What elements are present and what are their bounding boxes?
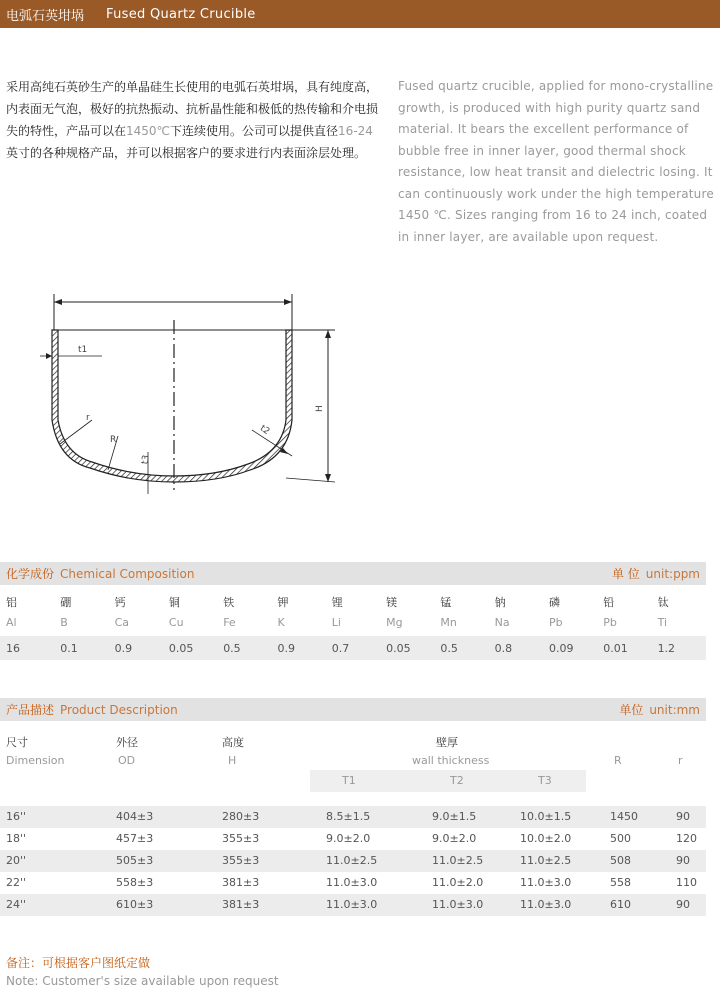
chem-value: 0.8 <box>494 641 513 655</box>
table-row <box>0 806 706 828</box>
chem-title-cn: 化学成份 <box>6 567 55 581</box>
cell-od: 610±3 <box>116 898 154 911</box>
header-t3: T3 <box>538 774 552 787</box>
header-R: R <box>614 754 622 767</box>
cell-t1: 11.0±3.0 <box>326 876 378 889</box>
cell-t1: 9.0±2.0 <box>326 832 371 845</box>
chem-element: 硼 <box>60 596 72 609</box>
chem-unit-cn: 单 位 <box>611 567 640 581</box>
intro-english: Fused quartz crucible, applied for mono-crystalline growth, is produced with high purity quartz sand material. It bears the excellent performance of bubble free in inner layer, good thermal shock resistance, low heat transit and dielectric losing. It can continuously work under the high temperature 1450 ℃. Sizes ranging from 16 to 24 inch, coated in inner layer, are available upon request. <box>398 79 714 244</box>
chem-symbol: Cu <box>168 615 184 629</box>
chem-section-bar <box>0 562 706 585</box>
chem-value: 1.2 <box>657 641 676 655</box>
chem-value: 0.01 <box>603 641 628 655</box>
chem-element: 钛 <box>657 596 669 609</box>
header-bar <box>0 0 720 28</box>
crucible-diagram <box>30 290 350 500</box>
table-row <box>0 828 706 850</box>
chem-value: 0.05 <box>168 641 194 655</box>
chem-symbol: Pb <box>603 615 617 629</box>
cell-size: 20'' <box>6 854 27 867</box>
chem-value: 0.5 <box>440 641 458 655</box>
product-title-en: Product Description <box>60 703 178 717</box>
note-en: Note: Customer's size available upon request <box>6 974 279 988</box>
cell-h: 355±3 <box>222 854 260 867</box>
header-size-cn: 尺寸 <box>6 736 28 749</box>
chem-element: 铁 <box>223 596 235 609</box>
chem-symbol: Mg <box>386 615 403 629</box>
chem-symbol: Pb <box>548 615 563 629</box>
cell-size: 16'' <box>6 810 27 823</box>
chem-symbol: Na <box>494 615 510 629</box>
cell-R: 1450 <box>610 810 638 823</box>
header-r: r <box>678 754 683 767</box>
product-section-bar <box>0 698 706 721</box>
chem-element: 锰 <box>440 596 452 609</box>
cell-od: 558±3 <box>116 876 154 889</box>
cell-h: 381±3 <box>222 898 260 911</box>
label-H: H <box>315 405 325 412</box>
intro-cn-size: 16-24 <box>338 124 373 138</box>
cell-h: 280±3 <box>222 810 260 823</box>
cell-size: 24'' <box>6 898 27 911</box>
cell-r: 90 <box>676 810 690 823</box>
cell-size: 18'' <box>6 832 27 845</box>
cell-r: 90 <box>676 854 690 867</box>
cell-t1: 8.5±1.5 <box>326 810 371 823</box>
header-t2: T2 <box>450 774 464 787</box>
chem-element: 锂 <box>331 596 343 609</box>
chem-element-names <box>0 592 706 612</box>
chem-values <box>0 636 706 660</box>
header-od-en: OD <box>118 754 136 767</box>
chem-value: 0.9 <box>277 641 295 655</box>
intro-cn-part3: 英寸的各种规格产品，并可以根据客户的要求进行内表面涂层处理。 <box>6 146 367 160</box>
chem-symbol: Mn <box>440 615 457 629</box>
chem-value: 16 <box>6 641 20 655</box>
cell-od: 404±3 <box>116 810 154 823</box>
intro-chinese <box>6 76 384 164</box>
cell-r: 90 <box>676 898 690 911</box>
note-cn: 备注：可根据客户图纸定做 <box>6 956 151 970</box>
header-size-en: Dimension <box>6 754 65 767</box>
title-cn: 电弧石英坩埚 <box>6 8 85 24</box>
chem-element-symbols <box>0 612 706 632</box>
header-t1: T1 <box>342 774 356 787</box>
cell-t3: 11.0±2.5 <box>520 854 572 867</box>
title-en: Fused Quartz Crucible <box>106 6 256 22</box>
cell-t1: 11.0±3.0 <box>326 898 378 911</box>
chem-element: 铝 <box>6 596 17 609</box>
chem-title-en: Chemical Composition <box>60 567 195 581</box>
cell-t2: 11.0±2.5 <box>432 854 484 867</box>
cell-od: 505±3 <box>116 854 154 867</box>
chem-table <box>0 592 706 660</box>
chem-value: 0.5 <box>223 641 241 655</box>
chem-symbol: Fe <box>223 615 236 629</box>
intro-cn-temp: 1450℃ <box>126 124 171 138</box>
cell-t2: 11.0±3.0 <box>432 898 484 911</box>
cell-t2: 9.0±1.5 <box>432 810 477 823</box>
cell-od: 457±3 <box>116 832 154 845</box>
cell-R: 500 <box>610 832 631 845</box>
cell-r: 120 <box>676 832 697 845</box>
header-od-cn: 外径 <box>116 736 138 749</box>
cell-t3: 11.0±3.0 <box>520 898 572 911</box>
product-unit-cn: 单位 <box>619 703 644 717</box>
chem-symbol: B <box>60 615 68 629</box>
cell-t1: 11.0±2.5 <box>326 854 378 867</box>
header-wall-en: wall thickness <box>412 754 490 767</box>
chem-symbol: Ti <box>657 615 667 629</box>
label-t1: t1 <box>78 345 88 355</box>
cell-R: 558 <box>610 876 631 889</box>
chem-value: 0.1 <box>60 641 78 655</box>
label-t2: t2 <box>257 423 272 438</box>
cell-R: 610 <box>610 898 631 911</box>
chem-element: 铜 <box>168 596 180 609</box>
chem-value: 0.7 <box>331 641 350 655</box>
cell-t3: 11.0±3.0 <box>520 876 572 889</box>
cell-R: 508 <box>610 854 631 867</box>
chem-element: 铅 <box>603 596 615 609</box>
product-unit-en: unit:mm <box>649 703 700 717</box>
header-h-cn: 高度 <box>222 736 244 749</box>
chem-element: 镁 <box>386 596 398 609</box>
label-R: R <box>110 435 117 445</box>
chem-element: 钙 <box>114 596 126 609</box>
chem-element: 钠 <box>494 596 506 609</box>
table-row <box>0 894 706 916</box>
label-r: r <box>86 413 90 423</box>
header-h-en: H <box>228 754 237 767</box>
header-wall-cn: 壁厚 <box>436 736 458 749</box>
crucible-wall <box>52 330 292 482</box>
chem-element: 磷 <box>548 596 560 609</box>
chem-symbol: K <box>277 615 285 629</box>
cell-t2: 9.0±2.0 <box>432 832 477 845</box>
cell-r: 110 <box>676 876 697 889</box>
chem-value: 0.09 <box>548 641 574 655</box>
intro-cn-part1: 采用高纯石英砂生产的单晶硅生长使用的电弧石英坩埚，具有纯度高，内表面无气泡，极好的抗热振动、抗析晶性能和极低的热传输和介电损失的特性，产品可以在 <box>6 80 379 138</box>
cell-size: 22'' <box>6 876 27 889</box>
chem-element: 钾 <box>277 596 289 609</box>
cell-h: 381±3 <box>222 876 260 889</box>
cell-t3: 10.0±2.0 <box>520 832 572 845</box>
chem-value: 0.05 <box>386 641 411 655</box>
table-row <box>0 872 706 894</box>
cell-t2: 11.0±2.0 <box>432 876 484 889</box>
table-row <box>0 850 706 872</box>
chem-unit-en: unit:ppm <box>645 567 700 581</box>
cell-t3: 10.0±1.5 <box>520 810 572 823</box>
chem-symbol: Ca <box>114 615 130 629</box>
chem-symbol: Li <box>331 615 341 629</box>
cell-h: 355±3 <box>222 832 260 845</box>
intro-cn-part2: 下连续使用。公司可以提供直径 <box>170 124 339 138</box>
product-title-cn: 产品描述 <box>6 703 55 717</box>
chem-symbol: Al <box>6 615 17 629</box>
chem-value: 0.9 <box>114 641 133 655</box>
label-t3: t3 <box>140 454 152 466</box>
